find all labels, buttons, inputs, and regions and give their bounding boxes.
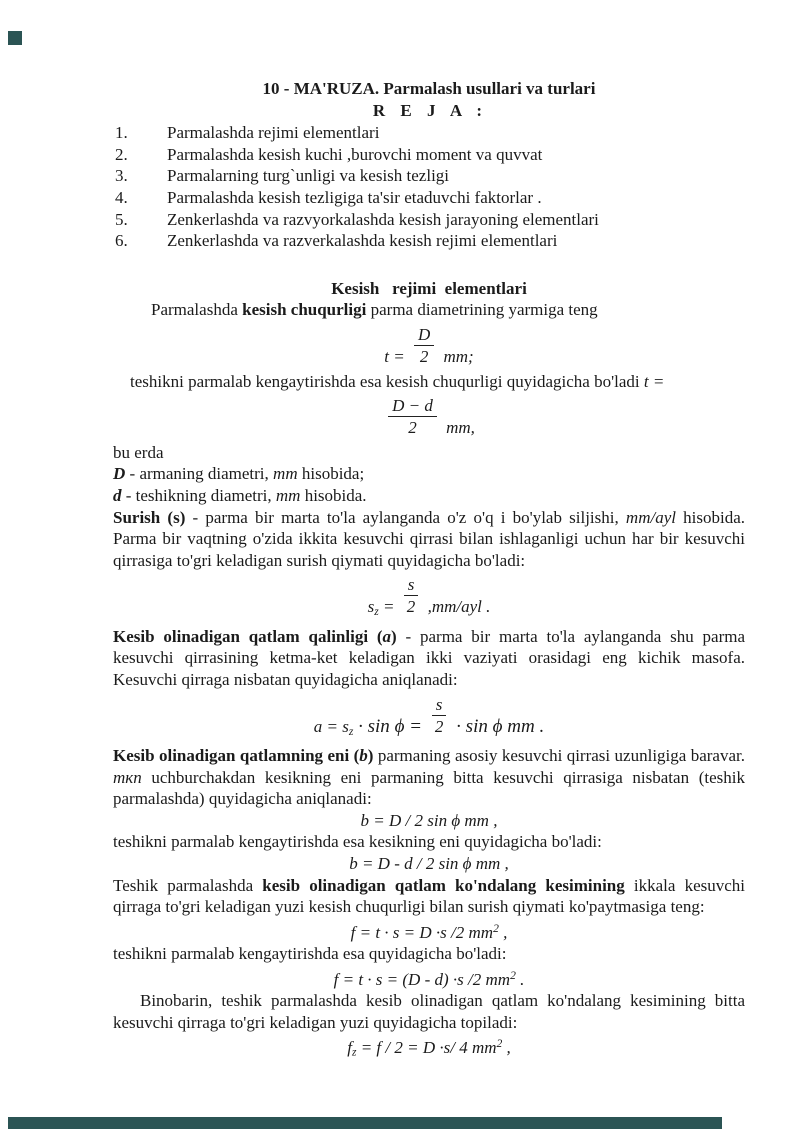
fraction-denominator: 2 bbox=[434, 716, 444, 736]
list-item-number: 5. bbox=[115, 209, 128, 229]
list-item-text: Parmalashda kesish tezligiga ta'sir etaduvchi faktorlar . bbox=[167, 187, 542, 207]
fraction-numerator: D − d bbox=[388, 395, 437, 417]
list-item bbox=[113, 144, 745, 166]
list-item-number: 6. bbox=[115, 231, 128, 251]
text-run: f = t · s = D ·s /2 mm bbox=[350, 922, 494, 942]
text-run: b = D / 2 sin ϕ mm , bbox=[360, 810, 498, 830]
formula-area-enlarging bbox=[113, 965, 745, 990]
formula-area-per-edge bbox=[113, 1033, 745, 1063]
text-run: - parma bir marta to'la aylanganda shu parma kesuvchi qirrasining ketma-ket keladigan ikki vaziyati orasidagi eng kichik masofa. Kesuvchi qirraga nisbatan quyidagicha aniqlanadi: bbox=[113, 626, 745, 689]
term-qatlam-eni: Kesib olinadigan qatlamning eni ( bbox=[113, 746, 360, 765]
list-item-number: 2. bbox=[115, 144, 128, 164]
text-run: f bbox=[347, 1038, 352, 1058]
text-run: parma diametrining yarmiga teng bbox=[366, 300, 598, 320]
paragraph-layer-thickness bbox=[113, 626, 745, 691]
text-run: ) bbox=[367, 746, 374, 765]
paragraph-conclusion bbox=[113, 990, 745, 1033]
paragraph-feed bbox=[113, 507, 745, 572]
text-run: = bbox=[378, 597, 399, 617]
formula-depth-drilling bbox=[113, 324, 745, 368]
paragraph-layer-width bbox=[113, 745, 745, 810]
plan-heading: R E J A : bbox=[372, 100, 486, 120]
paragraph-enlarging-depth bbox=[113, 371, 745, 393]
text-run: - armaning diametri, bbox=[125, 464, 274, 484]
term-kesish-chuqurligi: kesish chuqurligi bbox=[242, 300, 367, 320]
list-item-text: Parmalarning turg`unligi va kesish tezligi bbox=[167, 166, 450, 186]
text-run: ikkala kesuvchi qirraga to'gri keladigan yuzi kesish chuqurligi bilan surish qiymati ko'paytmasiga teng: bbox=[113, 875, 746, 917]
text-run: - teshikning diametri, bbox=[121, 485, 276, 505]
text-run: Teshik parmalashda bbox=[113, 875, 263, 895]
fraction-denominator: 2 bbox=[419, 346, 429, 366]
formula-width-enlarging bbox=[113, 853, 745, 875]
fraction-numerator: s bbox=[432, 694, 447, 716]
text-run: uchburchakdan kesikning eni parmaning bitta kesuvchi qirrasiga nisbatan (teshik parmalashda) quyidagicha aniqlanadi: bbox=[113, 767, 745, 809]
fraction bbox=[388, 395, 437, 438]
plan-list bbox=[113, 122, 745, 252]
list-item-text: Parmalashda rejimi elementlari bbox=[167, 123, 380, 143]
list-item-text: Zenkerlashda va razvyorkalashda kesish jarayoning elementlari bbox=[167, 209, 599, 229]
text-run: teshikni parmalab kengaytirishda esa kesikning eni quyidagicha bo'ladi: bbox=[113, 832, 602, 852]
fraction-denominator: 2 bbox=[406, 597, 416, 617]
text-run: hisobida. Parma bir vaqtning o'zida ikkita kesuvchi qirrasi bilan ishlaganligi uchun har bir kesuvchi qirrasiga to'gri keladigan surish qiymati quyidagicha bo'ladi: bbox=[113, 507, 745, 570]
page-title: 10 - MA'RUZA. Parmalash usullari va turlari bbox=[262, 79, 596, 98]
text-run: f = t · s = (D - d) ·s /2 mm bbox=[333, 969, 511, 989]
paragraph-width-enlarging-intro bbox=[113, 831, 745, 853]
paragraph-cross-section bbox=[113, 875, 745, 918]
fraction bbox=[432, 694, 447, 737]
text-run: . bbox=[515, 969, 525, 989]
formula-width-drilling bbox=[113, 810, 745, 832]
paragraph-cutting-depth bbox=[113, 299, 745, 321]
formula-feed-per-edge bbox=[113, 574, 745, 622]
formula-layer-thickness bbox=[113, 694, 745, 742]
fraction bbox=[414, 324, 434, 367]
formula-depth-enlarging bbox=[113, 395, 745, 439]
paragraph-D-definition bbox=[113, 463, 745, 485]
text-run: mm, bbox=[441, 418, 475, 438]
text-run: hisobida. bbox=[300, 485, 367, 505]
list-item bbox=[113, 230, 745, 252]
formula-area-drilling bbox=[113, 918, 745, 943]
list-item bbox=[113, 209, 745, 231]
text-run: parmaning asosiy kesuvchi qirrasi uzunligiga baravar. bbox=[373, 746, 745, 765]
text-run: mm/ayl bbox=[625, 507, 676, 527]
text-run: mm bbox=[273, 464, 298, 484]
text-run: t = bbox=[643, 371, 665, 391]
page-bottom-rule bbox=[8, 1117, 722, 1129]
text-run: - parma bir marta to'la aylanganda o'z o'q i bo'ylab siljishi, bbox=[185, 507, 626, 527]
fraction bbox=[404, 574, 419, 617]
term-kondalang-kesim: kesib olinadigan qatlam ko'ndalang kesimining bbox=[262, 875, 625, 895]
text-run: , bbox=[502, 1038, 511, 1058]
text-run: b = D - d / 2 sin ϕ mm , bbox=[349, 853, 509, 873]
list-item bbox=[113, 122, 745, 144]
text-run: ,mm/ayl . bbox=[423, 597, 491, 617]
text-run: · sin ϕ = bbox=[353, 715, 427, 737]
text-run: Binobarin, teshik parmalashda kesib olinadigan qatlam ko'ndalang kesimining bitta kesuvchi qirraga to'gri keladigan yuzi quyidagicha topiladi: bbox=[113, 991, 745, 1032]
text-run: t = bbox=[384, 346, 409, 366]
text-run: hisobida; bbox=[297, 464, 365, 484]
text-run: mкn bbox=[113, 767, 142, 787]
text-run: Parmalashda bbox=[151, 300, 243, 320]
section-heading: Kesish rejimi elementlari bbox=[331, 278, 527, 298]
fraction-numerator: s bbox=[404, 574, 419, 596]
text-run: mm; bbox=[439, 346, 474, 366]
list-item-number: 3. bbox=[115, 166, 128, 186]
list-item bbox=[113, 165, 745, 187]
subscript: z bbox=[351, 1045, 357, 1059]
text-run: = f / 2 = D ·s/ 4 mm bbox=[356, 1038, 497, 1058]
text-run: , bbox=[498, 922, 508, 942]
superscript: 2 bbox=[496, 1037, 503, 1051]
fraction-denominator: 2 bbox=[408, 418, 417, 438]
text-run: · sin ϕ mm . bbox=[451, 715, 545, 737]
paragraph-area-enlarging-intro bbox=[113, 943, 745, 965]
text-run: ) bbox=[391, 626, 397, 646]
fraction-numerator: D bbox=[414, 324, 434, 346]
symbol-b: b bbox=[359, 746, 368, 765]
paragraph-bu-erda bbox=[113, 442, 745, 464]
text-run: a = s bbox=[313, 716, 349, 736]
symbol-D: D bbox=[113, 464, 126, 484]
paragraph-d-definition bbox=[113, 485, 745, 507]
list-item-number: 1. bbox=[115, 123, 128, 143]
list-item-number: 4. bbox=[115, 187, 128, 207]
symbol-d: d bbox=[113, 485, 122, 505]
list-item-text: Zenkerlashda va razverkalashda kesish rejimi elementlari bbox=[167, 231, 558, 251]
list-item bbox=[113, 187, 745, 209]
symbol-a: a bbox=[382, 626, 392, 646]
term-surish: Surish (s) bbox=[113, 507, 186, 527]
text-run: teshikni parmalab kengaytirishda esa kesish chuqurligi quyidagicha bo'ladi bbox=[130, 371, 644, 391]
text-run: bu erda bbox=[113, 442, 164, 462]
subscript: z bbox=[374, 605, 379, 619]
text-run: teshikni parmalab kengaytirishda esa quyidagicha bo'ladi: bbox=[113, 944, 507, 964]
term-qatlam-qalinligi: Kesib olinadigan qatlam qalinligi ( bbox=[113, 626, 383, 646]
text-run: s bbox=[367, 597, 375, 617]
superscript: 2 bbox=[510, 968, 516, 982]
page-corner-mark bbox=[8, 31, 22, 45]
superscript: 2 bbox=[493, 921, 499, 935]
text-run: mm bbox=[275, 485, 301, 505]
list-item-text: Parmalashda kesish kuchi ,burovchi moment va quvvat bbox=[167, 144, 543, 164]
subscript: z bbox=[348, 724, 354, 738]
